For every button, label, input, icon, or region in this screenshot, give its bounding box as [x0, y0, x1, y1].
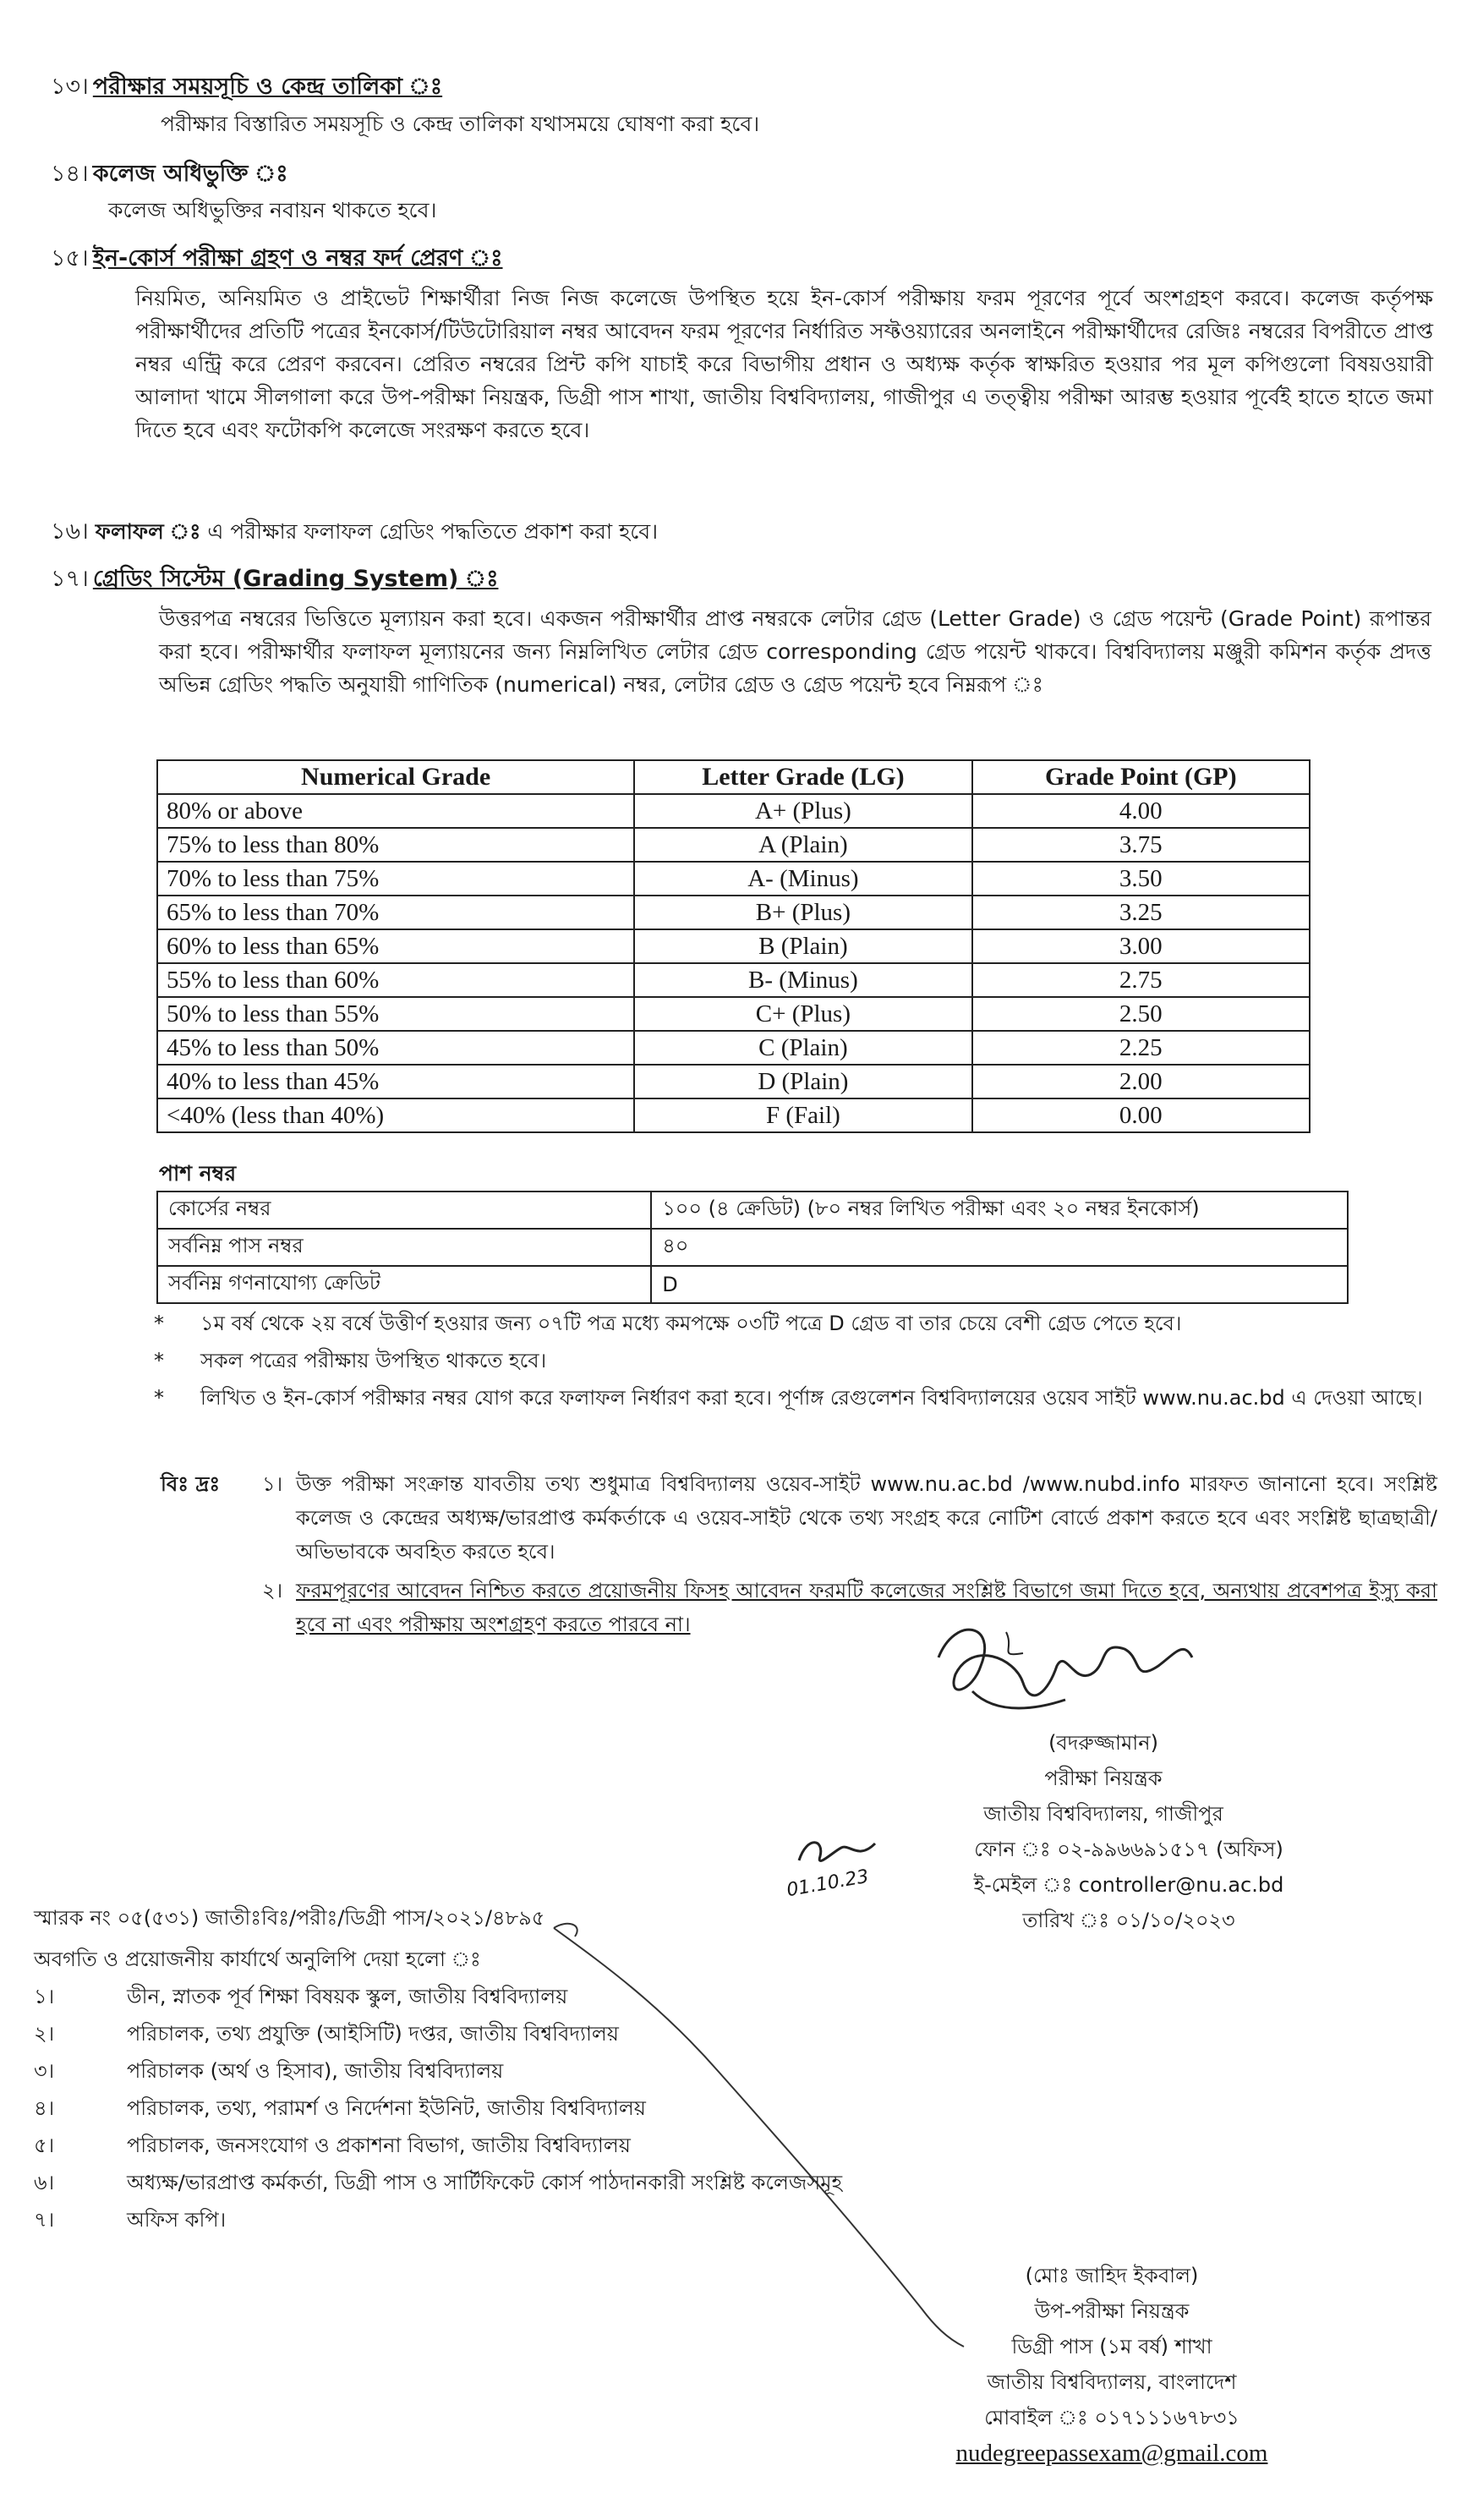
letter-grade-cell: A+ (Plus) [634, 794, 971, 828]
grade-row [157, 896, 1310, 929]
letter-grade-cell: B+ (Plus) [634, 896, 971, 929]
pass-label-cell: সর্বনিম্ন পাস নম্বর [157, 1229, 651, 1266]
letter-grade-cell: C (Plain) [634, 1031, 971, 1065]
distribution-title: অবগতি ও প্রয়োজনীয় কার্যার্থে অনুলিপি দেয়া হলো ঃ [34, 1948, 481, 1971]
section-15-body: নিয়মিত, অনিয়মিত ও প্রাইভেট শিক্ষার্থীরা নিজ নিজ কলেজে উপস্থিত হয়ে ইন-কোর্স পরীক্ষায় ফরম পূরণের পূর্বে অংশগ্রহণ করবে। কলেজ কর্তৃপক্ষ পরীক্ষার্থীদের প্রতিটি পত্রের ইনকোর্স/টিউটোরিয়াল নম্বর আবেদন ফরম পূরণের নির্ধারিত সফ্টওয়্যারের অনলাইনে পরীক্ষার্থীদের রেজিঃ নম্বরের বিপরীতে প্রাপ্ত নম্বর এন্ট্রি করে প্রেরণ করবেন। প্রেরিত নম্বরের প্রিন্ট কপি যাচাই করে বিভাগীয় প্রধান ও অধ্যক্ষ কর্তৃক স্বাক্ষরিত হওয়ার পর মূল কপিগুলো বিষয়ওয়ারী আলাদা খামে সীলগালা করে উপ-পরীক্ষা নিয়ন্ত্রক, ডিগ্রী পাস শাখা, জাতীয় বিশ্ববিদ্যালয়, গাজীপুর এ তত্ত্বীয় পরীক্ষা আরম্ভ হওয়ার পূর্বেই হাতে হাতে জমা দিতে হবে এবং ফটোকপি কলেজে সংরক্ষণ করতে হবে। [135, 286, 1433, 442]
note-item [154, 1344, 1431, 1378]
distribution-item-text: অধ্যক্ষ/ভারপ্রাপ্ত কর্মকর্তা, ডিগ্রী পাস ও সার্টিফিকেট কোর্স পাঠদানকারী সংশ্লিষ্ট কলেজসমূহ [127, 2171, 843, 2194]
section-13-number: ১৩। [51, 74, 89, 100]
pass-label-cell: কোর্সের নম্বর [157, 1192, 651, 1229]
special-note-item2-number: ২। [262, 1579, 283, 1602]
numerical-grade-cell: 50% to less than 55% [157, 997, 634, 1031]
distribution-item-text: পরিচালক, তথ্য, পরামর্শ ও নির্দেশনা ইউনিট, জাতীয় বিশ্ববিদ্যালয় [127, 2096, 646, 2120]
signatory-2-designation: উপ-পরীক্ষা নিয়ন্ত্রক [1034, 2299, 1190, 2323]
section-15-number: ১৫। [51, 245, 89, 271]
numerical-grade-cell: 70% to less than 75% [157, 862, 634, 896]
signatory-1-email: ই-মেইল ঃ controller@nu.ac.bd [973, 1873, 1284, 1897]
section-14-body: কলেজ অধিভুক্তির নবায়ন থাকতে হবে। [108, 198, 437, 222]
pass-row [157, 1192, 1348, 1229]
numerical-grade-cell: 60% to less than 65% [157, 929, 634, 963]
header-letter-grade: Letter Grade (LG) [634, 760, 971, 794]
distribution-item-text: পরিচালক, তথ্য প্রযুক্তি (আইসিটি) দপ্তর, জাতীয় বিশ্ববিদ্যালয় [127, 2022, 619, 2046]
signatory-2-name: (মোঃ জাহিদ ইকবাল) [1025, 2264, 1199, 2287]
signatory-1 [922, 1725, 1285, 1938]
grade-row [157, 997, 1310, 1031]
numerical-grade-cell: 40% to less than 45% [157, 1065, 634, 1098]
signature-stroke [550, 1911, 972, 2351]
section-17-title: গ্রেডিং সিস্টেম (Grading System) ঃ [92, 566, 499, 592]
signatory-1-designation: পরীক্ষা নিয়ন্ত্রক [1044, 1767, 1163, 1790]
grade-row [157, 794, 1310, 828]
controller-signature [922, 1607, 1201, 1734]
pass-label-cell: সর্বনিম্ন গণনাযোগ্য ক্রেডিট [157, 1266, 651, 1303]
note-text: ১ম বর্ষ থেকে ২য় বর্ষে উত্তীর্ণ হওয়ার জন্য ০৭টি পত্র মধ্যে কমপক্ষে ০৩টি পত্রে D গ্রেড বা তার চেয়ে বেশী গ্রেড পেতে হবে। [200, 1312, 1182, 1335]
letter-grade-cell: B- (Minus) [634, 963, 971, 997]
note-text: সকল পত্রের পরীক্ষায় উপস্থিত থাকতে হবে। [200, 1349, 547, 1372]
grade-point-cell: 3.00 [972, 929, 1310, 963]
special-note [161, 1467, 1437, 1641]
signatory-2-org: জাতীয় বিশ্ববিদ্যালয়, বাংলাদেশ [987, 2370, 1237, 2394]
numerical-grade-cell: 65% to less than 70% [157, 896, 634, 929]
section-13-title: পরীক্ষার সময়সূচি ও কেন্দ্র তালিকা ঃ [92, 74, 443, 100]
distribution-item-number: ২। [34, 2022, 55, 2046]
section-13-body: পরীক্ষার বিস্তারিত সময়সূচি ও কেন্দ্র তালিকা যথাসময়ে ঘোষণা করা হবে। [161, 112, 760, 136]
signatory-1-name: (বদরুজ্জামান) [1048, 1731, 1158, 1755]
signatory-1-phone: ফোন ঃ ০২-৯৯৬৬৯১৫১৭ (অফিস) [974, 1838, 1283, 1861]
signatory-1-org: জাতীয় বিশ্ববিদ্যালয়, গাজীপুর [983, 1802, 1223, 1826]
distribution-item-number: ৪। [34, 2096, 55, 2120]
grade-point-cell: 2.50 [972, 997, 1310, 1031]
distribution-item-text: ডীন, স্নাতক পূর্ব শিক্ষা বিষয়ক স্কুল, জাতীয় বিশ্ববিদ্যালয় [127, 1985, 568, 2008]
section-16 [51, 514, 1404, 552]
numerical-grade-cell: 80% or above [157, 794, 634, 828]
distribution-item-number: ৩। [34, 2059, 55, 2083]
grade-row [157, 862, 1310, 896]
pass-row [157, 1266, 1348, 1303]
pass-value-cell: D [651, 1266, 1348, 1303]
grading-table-header [157, 760, 1310, 794]
letter-grade-cell: A (Plain) [634, 828, 971, 862]
signatory-2-branch: ডিগ্রী পাস (১ম বর্ষ) শাখা [1011, 2335, 1212, 2358]
distribution-item-text: পরিচালক (অর্থ ও হিসাব), জাতীয় বিশ্ববিদ্যালয় [127, 2059, 504, 2083]
grade-point-cell: 3.75 [972, 828, 1310, 862]
note-bullet: * [154, 1312, 164, 1335]
special-note-label: বিঃ দ্রঃ [161, 1472, 221, 1496]
memo-number: স্মারক নং ০৫(৫৩১) জাতীঃবিঃ/পরীঃ/ডিগ্রী পাস/২০২১/৪৮৯৫ [34, 1906, 545, 1930]
note-bullet: * [154, 1386, 164, 1410]
note-bullet: * [154, 1349, 164, 1372]
section-17-body: উত্তরপত্র নম্বরের ভিত্তিতে মূল্যায়ন করা হবে। একজন পরীক্ষার্থীর প্রাপ্ত নম্বরকে লেটার গ্রেড (Letter Grade) ও গ্রেড পয়েন্ট (Grade Point) রূপান্তর করা হবে। পরীক্ষার্থীর ফলাফল মূল্যায়নের জন্য নিম্নলিখিত লেটার গ্রেড corresponding গ্রেড পয়েন্ট থাকবে। বিশ্ববিদ্যালয় মঞ্জুরী কমিশন কর্তৃক প্রদত্ত অভিন্ন গ্রেডিং পদ্ধতি অনুযায়ী গাণিতিক (numerical) নম্বর, লেটার গ্রেড ও গ্রেড পয়েন্ট হবে নিম্নরূপ ঃ [159, 606, 1431, 697]
numerical-grade-cell: <40% (less than 40%) [157, 1098, 634, 1132]
signatory-1-date: তারিখ ঃ ০১/১০/২০২৩ [1022, 1909, 1235, 1932]
grade-row [157, 963, 1310, 997]
note-item [154, 1381, 1431, 1415]
distribution-item-text: অফিস কপি। [127, 2208, 227, 2232]
grade-point-cell: 2.25 [972, 1031, 1310, 1065]
letter-grade-cell: F (Fail) [634, 1098, 971, 1132]
grade-point-cell: 2.00 [972, 1065, 1310, 1098]
grade-point-cell: 0.00 [972, 1098, 1310, 1132]
signatory-2-email: nudegreepassexam@gmail.com [955, 2440, 1268, 2467]
note-item [154, 1307, 1431, 1340]
pass-marks-table [156, 1191, 1349, 1304]
section-17 [51, 562, 1404, 600]
distribution-item-number: ১। [34, 1985, 55, 2008]
section-16-title: ফলাফল ঃ [95, 519, 201, 544]
distribution-item-number: ৭। [34, 2208, 55, 2232]
pass-row [157, 1229, 1348, 1266]
pass-value-cell: ১০০ (৪ ক্রেডিট) (৮০ নম্বর লিখিত পরীক্ষা এবং ২০ নম্বর ইনকোর্স) [651, 1192, 1348, 1229]
distribution-item-number: ৫। [34, 2134, 55, 2157]
letter-grade-cell: D (Plain) [634, 1065, 971, 1098]
numerical-grade-cell: 45% to less than 50% [157, 1031, 634, 1065]
notes-list [154, 1307, 1431, 1418]
section-15-title: ইন-কোর্স পরীক্ষা গ্রহণ ও নম্বর ফর্দ প্রেরণ ঃ [92, 245, 503, 271]
grade-point-cell: 3.50 [972, 862, 1310, 896]
section-13 [51, 69, 1404, 107]
note-text: লিখিত ও ইন-কোর্স পরীক্ষার নম্বর যোগ করে ফলাফল নির্ধারণ করা হবে। পূর্ণাঙ্গ রেগুলেশন বিশ্ববিদ্যালয়ের ওয়েব সাইট www.nu.ac.bd এ দেওয়া আছে। [200, 1386, 1423, 1410]
grade-row [157, 1031, 1310, 1065]
section-14 [51, 156, 1404, 194]
letter-grade-cell: A- (Minus) [634, 862, 971, 896]
header-numerical-grade: Numerical Grade [157, 760, 634, 794]
initial-signature [791, 1827, 884, 1877]
special-note-item1: উক্ত পরীক্ষা সংক্রান্ত যাবতীয় তথ্য শুধুমাত্র বিশ্ববিদ্যালয় ওয়েব-সাইট www.nu.ac.bd /www.nubd.info মারফত জানানো হবে। সংশ্লিষ্ট কলেজ ও কেন্দ্রের অধ্যক্ষ/ভারপ্রাপ্ত কর্মকর্তাকে এ ওয়েব-সাইট থেকে তথ্য সংগ্রহ করে নোটিশ বোর্ডে প্রকাশ করতে হবে এবং সংশ্লিষ্ট ছাত্রছাত্রী/অভিভাবকে অবহিত করতে হবে। [296, 1472, 1437, 1564]
section-14-number: ১৪। [51, 161, 89, 187]
grade-row [157, 1065, 1310, 1098]
grade-point-cell: 4.00 [972, 794, 1310, 828]
section-14-title: কলেজ অধিভুক্তি ঃ [92, 161, 288, 187]
signatory-2-mobile: মোবাইল ঃ ০১৭১১১৬৭৮৩১ [984, 2406, 1239, 2430]
grade-point-cell: 3.25 [972, 896, 1310, 929]
section-17-number: ১৭। [51, 566, 89, 592]
section-16-number: ১৬। [51, 518, 89, 545]
special-note-item2: ফরমপূরণের আবেদন নিশ্চিত করতে প্রয়োজনীয় ফিসহ আবেদন ফরমটি কলেজের সংশ্লিষ্ট বিভাগে জমা দিতে হবে, অন্যথায় প্রবেশপত্র ইস্যু করা হবে না এবং পরীক্ষায় অংশগ্রহণ করতে পারবে না। [296, 1579, 1437, 1636]
grade-row [157, 929, 1310, 963]
section-16-body: এ পরীক্ষার ফলাফল গ্রেডিং পদ্ধতিতে প্রকাশ করা হবে। [207, 519, 659, 544]
initial-date: 01.10.23 [785, 1865, 871, 1902]
grade-row [157, 828, 1310, 862]
numerical-grade-cell: 75% to less than 80% [157, 828, 634, 862]
header-grade-point: Grade Point (GP) [972, 760, 1310, 794]
grade-point-cell: 2.75 [972, 963, 1310, 997]
pass-marks-title: পাশ নম্বর [159, 1161, 237, 1186]
grading-table [156, 759, 1311, 1133]
numerical-grade-cell: 55% to less than 60% [157, 963, 634, 997]
section-15 [51, 241, 1404, 279]
pass-value-cell: ৪০ [651, 1229, 1348, 1266]
grade-row [157, 1098, 1310, 1132]
special-note-item1-number: ১। [262, 1472, 283, 1496]
distribution-item-number: ৬। [34, 2171, 55, 2194]
letter-grade-cell: B (Plain) [634, 929, 971, 963]
distribution-item-text: পরিচালক, জনসংযোগ ও প্রকাশনা বিভাগ, জাতীয় বিশ্ববিদ্যালয় [127, 2134, 631, 2157]
letter-grade-cell: C+ (Plus) [634, 997, 971, 1031]
